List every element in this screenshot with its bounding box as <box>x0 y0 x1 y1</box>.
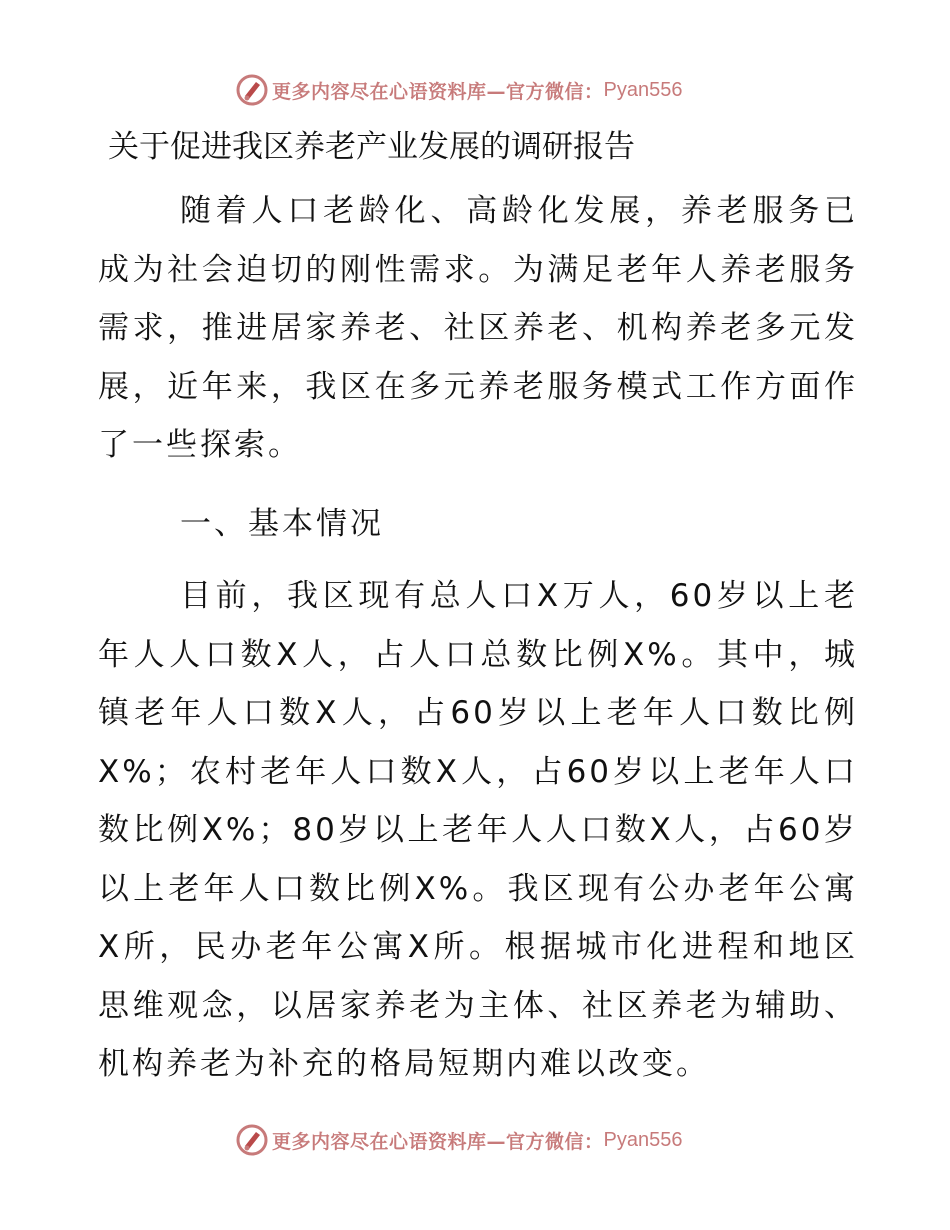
document-body <box>98 124 858 1094</box>
document-logo-icon <box>236 74 268 106</box>
banner-wechat-id: Pyan556 <box>603 1128 683 1151</box>
document-logo-icon <box>236 1124 268 1156</box>
intro-paragraph: 随着人口老龄化、高龄化发展，养老服务已成为社会迫切的刚性需求。为满足老年人养老服务需求，推进居家养老、社区养老、机构养老多元发展，近年来，我区在多元养老服务模式工作方面作了一些探索。 <box>98 193 858 463</box>
banner-text: 更多内容尽在心语资料库—官方微信： <box>272 80 604 103</box>
section-heading-basic: 一、基本情况 <box>180 505 384 542</box>
basic-situation-paragraph: 目前，我区现有总人口X万人，60岁以上老年人人口数X人，占人口总数比例X%。其中，城镇老年人口数X人，占60岁以上老年人口数比例X%；农村老年人口数X人，占60岁以上老年人口数比例X%；80岁以上老年人人口数X人，占60岁以上老年人口数比例X%。我区现有公办老年公寓X所，民办老年公寓X所。根据城市化进程和地区思维观念，以居家养老为主体、社区养老为辅助、机构养老为补充的格局短期内难以改变。 <box>98 578 858 1082</box>
banner-text: 更多内容尽在心语资料库—官方微信： <box>272 1130 604 1153</box>
banner-wechat-id: Pyan556 <box>603 78 683 101</box>
document-title: 关于促进我区养老产业发展的调研报告 <box>108 129 635 165</box>
footer-watermark-banner <box>236 1122 682 1158</box>
header-watermark-banner <box>236 72 682 108</box>
